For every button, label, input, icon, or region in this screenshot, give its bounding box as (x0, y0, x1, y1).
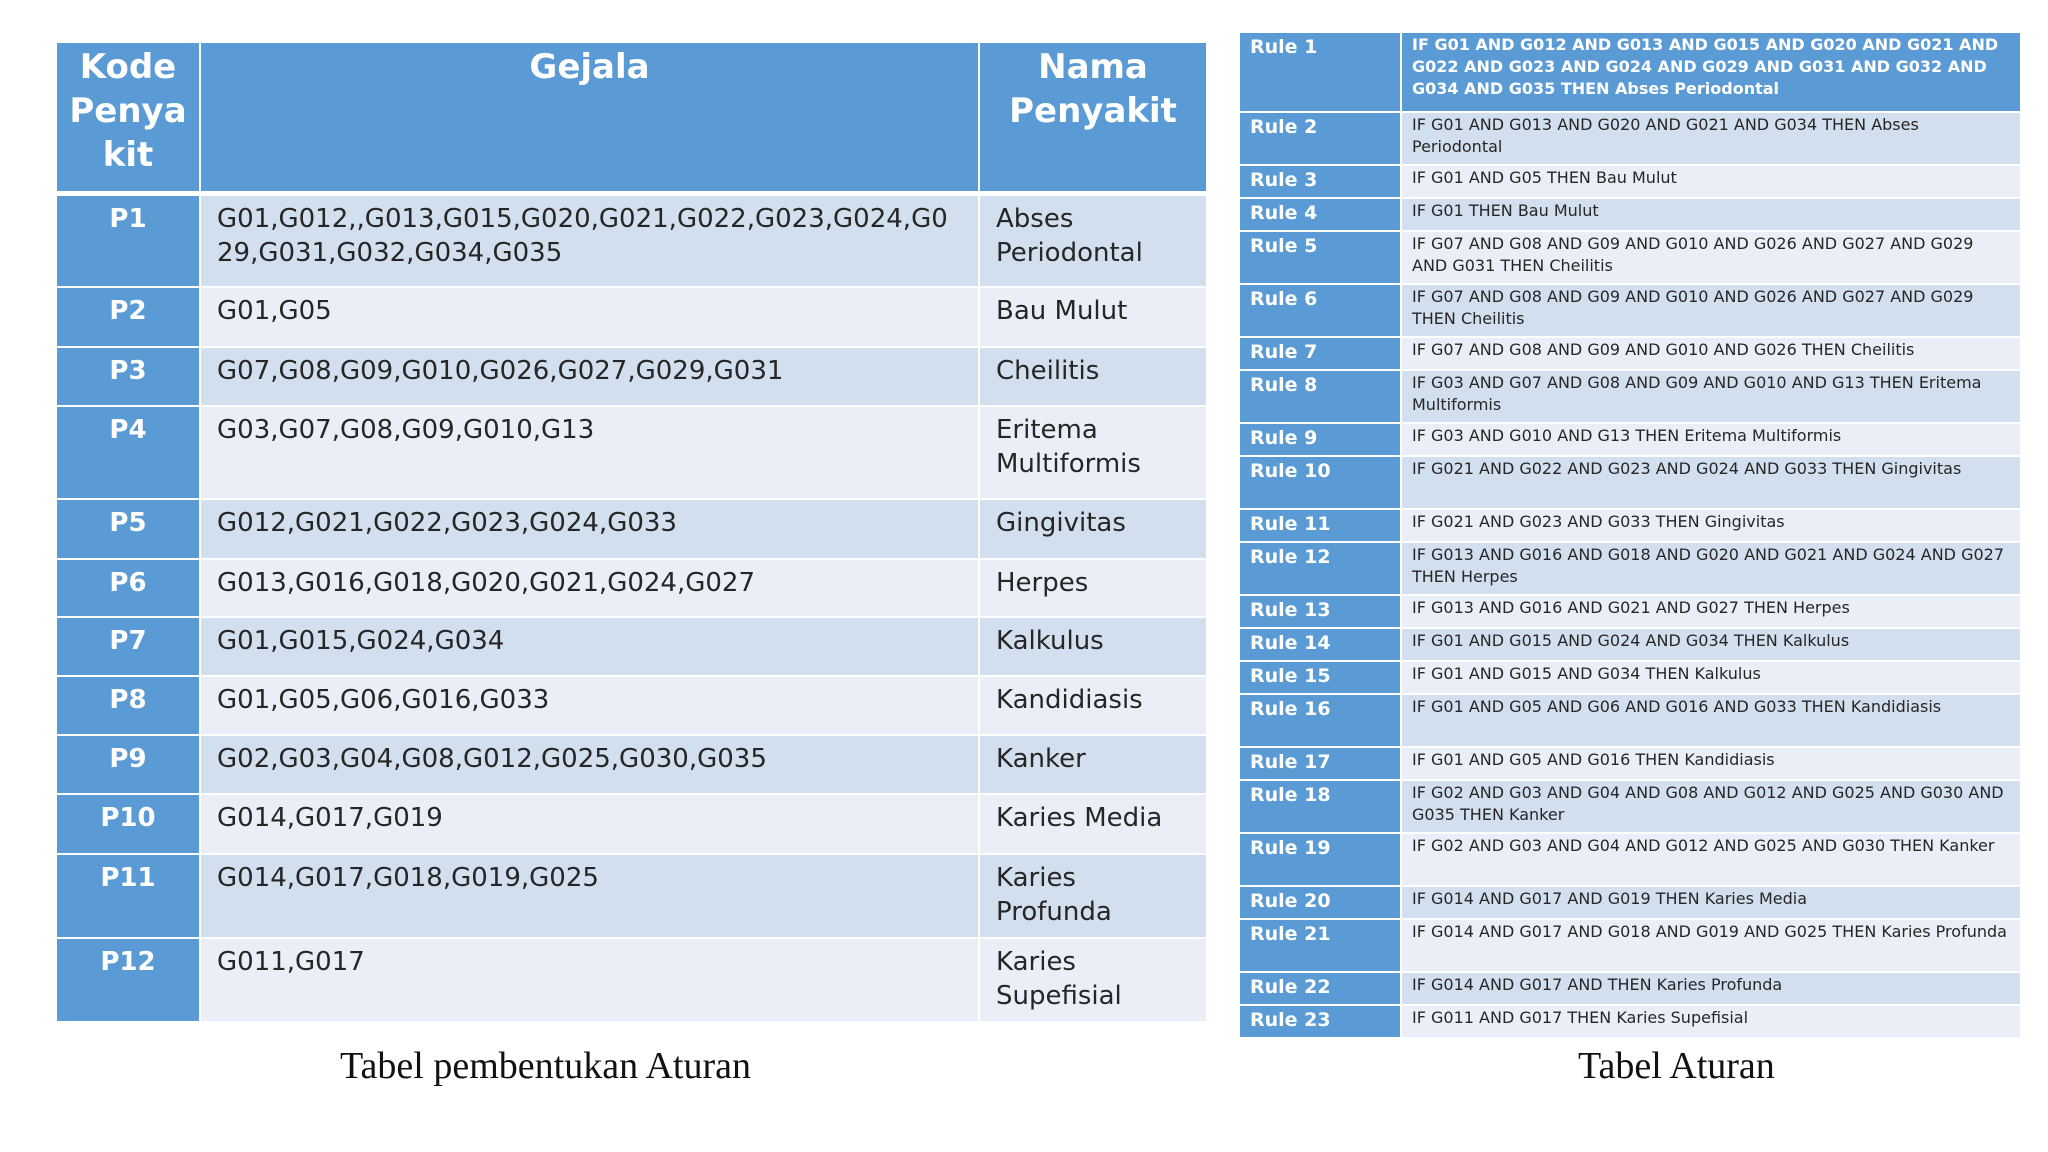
rule-name-cell: Rule 5 (1240, 231, 1401, 284)
rule-text-cell: IF G014 AND G017 AND G018 AND G019 AND G025 THEN Karies Profunda (1401, 919, 2020, 972)
symptoms-cell: G02,G03,G04,G08,G012,G025,G030,G035 (200, 735, 979, 794)
rule-text-cell: IF G03 AND G07 AND G08 AND G09 AND G010 AND G13 THEN Eritema Multiformis (1401, 370, 2020, 423)
disease-code-cell: P5 (57, 499, 200, 559)
table-row (1240, 919, 2020, 972)
rule-name-cell: Rule 12 (1240, 542, 1401, 595)
rule-text-cell: IF G014 AND G017 AND THEN Karies Profunda (1401, 972, 2020, 1005)
symptoms-cell: G013,G016,G018,G020,G021,G024,G027 (200, 559, 979, 617)
rule-name-cell: Rule 9 (1240, 423, 1401, 456)
rule-text-cell: IF G07 AND G08 AND G09 AND G010 AND G026 AND G027 AND G029 THEN Cheilitis (1401, 284, 2020, 337)
disease-name-cell: Karies Supefisial (979, 938, 1206, 1022)
table-row (1240, 198, 2020, 231)
rule-text-cell: IF G01 AND G05 AND G06 AND G016 AND G033 THEN Kandidiasis (1401, 694, 2020, 747)
disease-code-cell: P4 (57, 406, 200, 499)
symptoms-cell: G014,G017,G018,G019,G025 (200, 854, 979, 938)
disease-name-cell: Kalkulus (979, 617, 1206, 676)
rule-text-cell: IF G01 AND G05 THEN Bau Mulut (1401, 165, 2020, 198)
table-row (57, 617, 1206, 676)
rule-name-cell: Rule 4 (1240, 198, 1401, 231)
table-row (57, 406, 1206, 499)
symptoms-cell: G01,G012,,G013,G015,G020,G021,G022,G023,G024,G029,G031,G032,G034,G035 (200, 193, 979, 287)
rule-name-cell: Rule 19 (1240, 833, 1401, 886)
disease-code-cell: P3 (57, 347, 200, 406)
table-row (57, 938, 1206, 1022)
table-row (1240, 456, 2020, 509)
rule-text-cell: IF G01 AND G012 AND G013 AND G015 AND G020 AND G021 AND G022 AND G023 AND G024 AND G029 AND G031 AND G032 AND G034 AND G035 THEN Abses Periodontal (1401, 33, 2020, 112)
rule-text-cell: IF G01 AND G015 AND G024 AND G034 THEN Kalkulus (1401, 628, 2020, 661)
table-row (57, 676, 1206, 735)
rule-text-cell: IF G014 AND G017 AND G019 THEN Karies Media (1401, 886, 2020, 919)
rule-name-cell: Rule 22 (1240, 972, 1401, 1005)
table-row (1240, 284, 2020, 337)
table-row (57, 347, 1206, 406)
rule-text-cell: IF G07 AND G08 AND G09 AND G010 AND G026 AND G027 AND G029 AND G031 THEN Cheilitis (1401, 231, 2020, 284)
rule-text-cell: IF G011 AND G017 THEN Karies Supefisial (1401, 1005, 2020, 1038)
disease-name-cell: Gingivitas (979, 499, 1206, 559)
rule-text-cell: IF G021 AND G023 AND G033 THEN Gingivitas (1401, 509, 2020, 542)
rules-table (1240, 33, 2020, 1039)
rule-formation-table (57, 43, 1206, 1023)
table-row (1240, 833, 2020, 886)
rule-text-cell: IF G03 AND G010 AND G13 THEN Eritema Multiformis (1401, 423, 2020, 456)
table-row (1240, 370, 2020, 423)
table-row (1240, 542, 2020, 595)
rule-text-cell: IF G07 AND G08 AND G09 AND G010 AND G026 THEN Cheilitis (1401, 337, 2020, 370)
table-row (57, 794, 1206, 854)
rule-text-cell: IF G013 AND G016 AND G021 AND G027 THEN Herpes (1401, 595, 2020, 628)
rule-name-cell: Rule 8 (1240, 370, 1401, 423)
table-row (1240, 972, 2020, 1005)
rule-name-cell: Rule 17 (1240, 747, 1401, 780)
table-row (57, 499, 1206, 559)
table-row (1240, 231, 2020, 284)
rule-text-cell: IF G013 AND G016 AND G018 AND G020 AND G021 AND G024 AND G027 THEN Herpes (1401, 542, 2020, 595)
disease-code-cell: P1 (57, 193, 200, 287)
symptoms-cell: G01,G05 (200, 287, 979, 347)
rule-name-cell: Rule 10 (1240, 456, 1401, 509)
table-row (1240, 747, 2020, 780)
symptoms-cell: G01,G05,G06,G016,G033 (200, 676, 979, 735)
symptoms-cell: G011,G017 (200, 938, 979, 1022)
rule-name-cell: Rule 3 (1240, 165, 1401, 198)
header-disease-code: Kode Penya kit (57, 43, 200, 193)
table-row (57, 559, 1206, 617)
disease-name-cell: Cheilitis (979, 347, 1206, 406)
disease-name-cell: Abses Periodontal (979, 193, 1206, 287)
right-table-caption: Tabel Aturan (1578, 1045, 1775, 1087)
table-row (1240, 661, 2020, 694)
table-row (57, 193, 1206, 287)
symptoms-cell: G03,G07,G08,G09,G010,G13 (200, 406, 979, 499)
symptoms-cell: G014,G017,G019 (200, 794, 979, 854)
table-row (1240, 112, 2020, 165)
disease-name-cell: Karies Media (979, 794, 1206, 854)
rule-name-cell: Rule 16 (1240, 694, 1401, 747)
disease-code-cell: P7 (57, 617, 200, 676)
disease-name-cell: Bau Mulut (979, 287, 1206, 347)
rule-text-cell: IF G01 AND G013 AND G020 AND G021 AND G034 THEN Abses Periodontal (1401, 112, 2020, 165)
rule-name-cell: Rule 18 (1240, 780, 1401, 833)
table-row (1240, 337, 2020, 370)
header-disease-name: Nama Penyakit (979, 43, 1206, 193)
rule-name-cell: Rule 7 (1240, 337, 1401, 370)
table-row (57, 287, 1206, 347)
table-row (57, 854, 1206, 938)
rule-name-cell: Rule 11 (1240, 509, 1401, 542)
table-row (1240, 33, 2020, 112)
rule-text-cell: IF G01 THEN Bau Mulut (1401, 198, 2020, 231)
rule-name-cell: Rule 1 (1240, 33, 1401, 112)
disease-name-cell: Karies Profunda (979, 854, 1206, 938)
disease-code-cell: P2 (57, 287, 200, 347)
table-row (1240, 886, 2020, 919)
table-row (1240, 780, 2020, 833)
disease-name-cell: Kandidiasis (979, 676, 1206, 735)
table-row (1240, 694, 2020, 747)
disease-code-cell: P12 (57, 938, 200, 1022)
table-row (1240, 595, 2020, 628)
rule-name-cell: Rule 20 (1240, 886, 1401, 919)
disease-code-cell: P10 (57, 794, 200, 854)
left-table-caption: Tabel pembentukan Aturan (340, 1045, 751, 1087)
table-row (1240, 423, 2020, 456)
disease-name-cell: Eritema Multiformis (979, 406, 1206, 499)
disease-code-cell: P9 (57, 735, 200, 794)
table-row (1240, 1005, 2020, 1038)
rule-name-cell: Rule 13 (1240, 595, 1401, 628)
disease-name-cell: Kanker (979, 735, 1206, 794)
table-row (1240, 165, 2020, 198)
rule-name-cell: Rule 6 (1240, 284, 1401, 337)
symptoms-cell: G012,G021,G022,G023,G024,G033 (200, 499, 979, 559)
rule-name-cell: Rule 21 (1240, 919, 1401, 972)
header-symptoms: Gejala (200, 43, 979, 193)
disease-code-cell: P8 (57, 676, 200, 735)
disease-code-cell: P6 (57, 559, 200, 617)
rule-name-cell: Rule 15 (1240, 661, 1401, 694)
rule-text-cell: IF G02 AND G03 AND G04 AND G08 AND G012 AND G025 AND G030 AND G035 THEN Kanker (1401, 780, 2020, 833)
table-row (57, 735, 1206, 794)
rule-name-cell: Rule 2 (1240, 112, 1401, 165)
table-row (1240, 509, 2020, 542)
disease-name-cell: Herpes (979, 559, 1206, 617)
rule-text-cell: IF G021 AND G022 AND G023 AND G024 AND G033 THEN Gingivitas (1401, 456, 2020, 509)
rule-text-cell: IF G01 AND G015 AND G034 THEN Kalkulus (1401, 661, 2020, 694)
rule-text-cell: IF G01 AND G05 AND G016 THEN Kandidiasis (1401, 747, 2020, 780)
header-row (57, 43, 1206, 193)
disease-code-cell: P11 (57, 854, 200, 938)
rule-text-cell: IF G02 AND G03 AND G04 AND G012 AND G025 AND G030 THEN Kanker (1401, 833, 2020, 886)
table-row (1240, 628, 2020, 661)
symptoms-cell: G01,G015,G024,G034 (200, 617, 979, 676)
rule-name-cell: Rule 23 (1240, 1005, 1401, 1038)
rule-name-cell: Rule 14 (1240, 628, 1401, 661)
symptoms-cell: G07,G08,G09,G010,G026,G027,G029,G031 (200, 347, 979, 406)
